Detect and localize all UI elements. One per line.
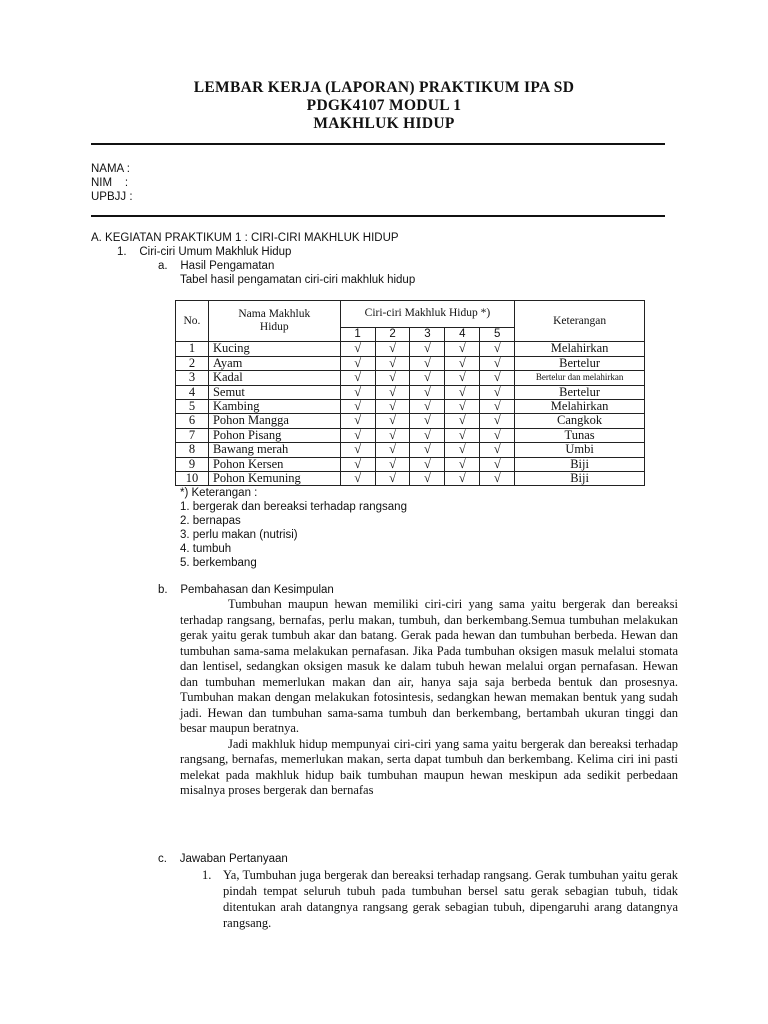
nama-field: NAMA : <box>91 163 130 175</box>
check-mark: √ <box>410 400 445 414</box>
row-keterangan: Umbi <box>515 443 645 457</box>
table-row <box>176 371 645 385</box>
check-mark: √ <box>340 428 375 442</box>
nim-field: NIM : <box>91 177 129 189</box>
section-a-heading: A. KEGIATAN PRAKTIKUM 1 : CIRI-CIRI MAKHLUK HIDUP <box>91 232 399 244</box>
answer-1-text: Ya, Tumbuhan juga bergerak dan bereaksi terhadap rangsang. Gerak tumbuhan yaitu gerak pindah tempat seluruh tubuh pada tumbuhan bersel satu gerak sebagian tubuh, tidak ditentukan arah datangnya rangsang gerak sebagian tubuh, dipengaruhi arang datangnya rangsang. <box>223 868 678 930</box>
row-number: 7 <box>176 428 209 442</box>
check-mark: √ <box>410 356 445 370</box>
discussion-text <box>180 597 678 799</box>
table-row <box>176 443 645 457</box>
check-mark: √ <box>480 443 515 457</box>
check-mark: √ <box>340 472 375 486</box>
row-name: Pohon Kersen <box>208 457 340 471</box>
check-mark: √ <box>410 472 445 486</box>
check-mark: √ <box>480 385 515 399</box>
check-mark: √ <box>375 385 410 399</box>
row-number: 6 <box>176 414 209 428</box>
check-mark: √ <box>445 385 480 399</box>
check-mark: √ <box>340 400 375 414</box>
row-keterangan: Biji <box>515 457 645 471</box>
title-line-3: MAKHLUK HIDUP <box>313 115 455 132</box>
table-row <box>176 414 645 428</box>
check-mark: √ <box>480 472 515 486</box>
check-mark: √ <box>480 400 515 414</box>
ciri-number-3: 3 <box>410 328 445 342</box>
check-mark: √ <box>375 371 410 385</box>
check-mark: √ <box>445 428 480 442</box>
check-mark: √ <box>375 400 410 414</box>
header-name-line-2: Hidup <box>259 321 289 334</box>
check-mark: √ <box>375 443 410 457</box>
row-keterangan: Melahirkan <box>515 400 645 414</box>
check-mark: √ <box>480 414 515 428</box>
check-mark: √ <box>340 414 375 428</box>
row-name: Pohon Mangga <box>208 414 340 428</box>
row-keterangan: Bertelur <box>515 385 645 399</box>
check-mark: √ <box>445 443 480 457</box>
check-mark: √ <box>375 414 410 428</box>
table-row <box>176 400 645 414</box>
row-number: 10 <box>176 472 209 486</box>
check-mark: √ <box>445 414 480 428</box>
check-mark: √ <box>410 385 445 399</box>
legend-item: 5. berkembang <box>180 557 257 569</box>
item-1-heading: 1. Ciri-ciri Umum Makhluk Hidup <box>117 246 292 258</box>
row-number: 9 <box>176 457 209 471</box>
check-mark: √ <box>340 385 375 399</box>
legend-item: 1. bergerak dan bereaksi terhadap rangsang <box>180 501 407 513</box>
header-name-line-1: Nama Makhluk <box>238 308 311 321</box>
check-mark: √ <box>375 457 410 471</box>
observation-table <box>175 300 645 486</box>
row-number: 1 <box>176 342 209 356</box>
header-ciri: Ciri-ciri Makhluk Hidup *) <box>340 301 515 328</box>
table-row <box>176 457 645 471</box>
row-name: Pohon Kemuning <box>208 472 340 486</box>
row-name: Kadal <box>208 371 340 385</box>
row-number: 3 <box>176 371 209 385</box>
legend-item: 3. perlu makan (nutrisi) <box>180 529 298 541</box>
top-divider <box>91 143 665 145</box>
check-mark: √ <box>480 371 515 385</box>
check-mark: √ <box>480 428 515 442</box>
ciri-number-4: 4 <box>445 328 480 342</box>
check-mark: √ <box>340 356 375 370</box>
row-keterangan: Tunas <box>515 428 645 442</box>
row-number: 5 <box>176 400 209 414</box>
answer-1-number: 1. <box>202 868 212 882</box>
check-mark: √ <box>410 371 445 385</box>
check-mark: √ <box>375 472 410 486</box>
table-row <box>176 342 645 356</box>
row-keterangan: Biji <box>515 472 645 486</box>
check-mark: √ <box>410 414 445 428</box>
section-c-heading: c. Jawaban Pertanyaan <box>158 853 288 865</box>
check-mark: √ <box>410 457 445 471</box>
row-keterangan: Bertelur dan melahirkan <box>515 371 645 385</box>
row-name: Bawang merah <box>208 443 340 457</box>
section-b-heading: b. Pembahasan dan Kesimpulan <box>158 584 334 596</box>
row-name: Kambing <box>208 400 340 414</box>
ciri-number-2: 2 <box>375 328 410 342</box>
check-mark: √ <box>445 371 480 385</box>
check-mark: √ <box>445 356 480 370</box>
row-number: 2 <box>176 356 209 370</box>
ciri-number-1: 1 <box>340 328 375 342</box>
check-mark: √ <box>480 457 515 471</box>
ciri-number-5: 5 <box>480 328 515 342</box>
table-caption: Tabel hasil pengamatan ciri-ciri makhluk hidup <box>180 274 416 286</box>
table-body <box>176 342 645 486</box>
legend-item: 4. tumbuh <box>180 543 232 555</box>
legend-item: 2. bernapas <box>180 515 241 527</box>
check-mark: √ <box>375 428 410 442</box>
middle-divider <box>91 215 665 217</box>
header-keterangan: Keterangan <box>515 301 645 342</box>
table-row <box>176 385 645 399</box>
check-mark: √ <box>375 356 410 370</box>
check-mark: √ <box>410 428 445 442</box>
check-mark: √ <box>340 443 375 457</box>
title-line-2: PDGK4107 MODUL 1 <box>306 97 462 114</box>
row-name: Semut <box>208 385 340 399</box>
sub-a-heading: a. Hasil Pengamatan <box>158 260 275 272</box>
check-mark: √ <box>480 342 515 356</box>
discussion-paragraph-2: Jadi makhluk hidup mempunyai ciri-ciri yang sama yaitu bergerak dan bereaksi terhadap rangsang, bernafas, memerlukan makan, serta dapat tumbuh dan berkembang. Kelima ciri ini pasti melekat pada makhluk hidup baik tumbuhan maupun hewan meskipun ada sedikit perbedaan misalnya proses bergerak dan bernafas <box>180 736 678 797</box>
row-keterangan: Cangkok <box>515 414 645 428</box>
check-mark: √ <box>445 342 480 356</box>
check-mark: √ <box>445 400 480 414</box>
row-name: Kucing <box>208 342 340 356</box>
check-mark: √ <box>410 443 445 457</box>
discussion-paragraph-1: Tumbuhan maupun hewan memiliki ciri-ciri yang sama yaitu bergerak dan bereaksi terhadap rangsang, bernafas, perlu makan, tumbuh, dan berkembang.Semua tumbuhan melakukan gerak yaitu gerak tumbuh akar dan batang. Gerak pada hewan dan tumbuhan berbeda. Hewan dan tumbuhan sama-sama melakukan pernafasan. Jika Pada tumbuhan oksigen masuk melalui stomata dan lentisel, sedangkan oksigen masuk ke dalam tubuh hewan melalui organ pernafasan. Hewan dan tumbuhan memerlukan makan dan air, hanya saja saja berbeda bentuk dan prosesnya. Tumbuhan makan dengan melakukan fotosintesis, sedangkan hewan memakan bentuk yang sudah jadi. Hewan dan tumbuhan sama-sama tumbuh dan berkembang, bertambah ukuran tinggi dan besar maupun beratnya. <box>180 597 678 735</box>
check-mark: √ <box>340 371 375 385</box>
row-number: 4 <box>176 385 209 399</box>
check-mark: √ <box>340 457 375 471</box>
table-row <box>176 472 645 486</box>
check-mark: √ <box>410 342 445 356</box>
table-row <box>176 356 645 370</box>
header-no: No. <box>176 301 209 342</box>
row-number: 8 <box>176 443 209 457</box>
row-keterangan: Bertelur <box>515 356 645 370</box>
row-name: Pohon Pisang <box>208 428 340 442</box>
check-mark: √ <box>445 457 480 471</box>
header-name <box>208 301 340 342</box>
row-name: Ayam <box>208 356 340 370</box>
legend-title: *) Keterangan : <box>180 487 258 499</box>
check-mark: √ <box>480 356 515 370</box>
row-keterangan: Melahirkan <box>515 342 645 356</box>
check-mark: √ <box>445 472 480 486</box>
check-mark: √ <box>375 342 410 356</box>
check-mark: √ <box>340 342 375 356</box>
table-row <box>176 428 645 442</box>
title-line-1: LEMBAR KERJA (LAPORAN) PRAKTIKUM IPA SD <box>193 79 575 96</box>
upbjj-field: UPBJJ : <box>91 191 133 203</box>
